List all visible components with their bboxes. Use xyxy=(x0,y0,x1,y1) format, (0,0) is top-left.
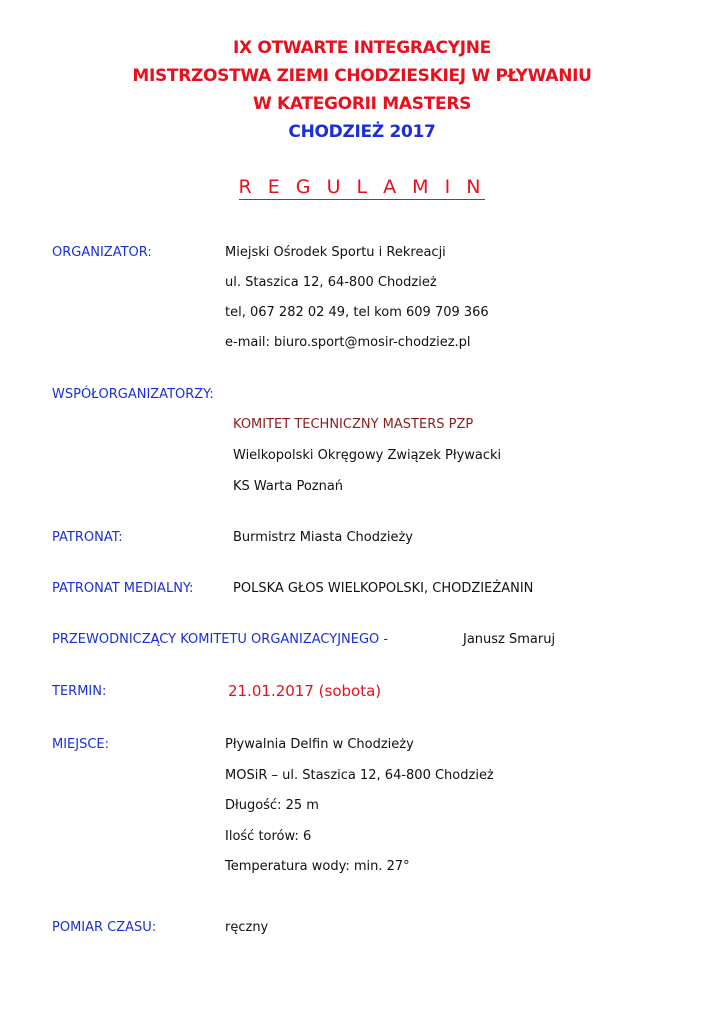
header-line-2: MISTRZOSTWA ZIEMI CHODZIESKIEJ W PŁYWANIU xyxy=(132,66,592,86)
header-line-3: W KATEGORII MASTERS xyxy=(252,94,472,114)
miejsce-line: Temperatura wody: min. 27° xyxy=(225,859,410,874)
header-line-1: IX OTWARTE INTEGRACYJNE xyxy=(232,38,491,58)
patronat-label: PATRONAT: xyxy=(52,530,123,545)
pomiar-czasu-value: ręczny xyxy=(225,920,269,935)
document-title xyxy=(0,175,724,199)
organizator-line: ul. Staszica 12, 64-800 Chodzież xyxy=(225,275,437,290)
organizator-email: e-mail: biuro.sport@mosir-chodziez.pl xyxy=(225,335,471,350)
miejsce-line: Długość: 25 m xyxy=(225,798,319,813)
organizator-line: Miejski Ośrodek Sportu i Rekreacji xyxy=(225,245,446,260)
miejsce-line: Pływalnia Delfin w Chodzieży xyxy=(225,737,414,752)
termin-value: 21.01.2017 (sobota) xyxy=(228,682,382,700)
wspolorganizator-item: KS Warta Poznań xyxy=(233,479,344,494)
miejsce-line: Ilość torów: 6 xyxy=(225,829,312,844)
header-line-4: CHODZIEŻ 2017 xyxy=(288,122,436,142)
organizator-label: ORGANIZATOR: xyxy=(52,245,152,260)
miejsce-line: MOSiR – ul. Staszica 12, 64-800 Chodzież xyxy=(225,768,494,783)
document-title-text: R E G U L A M I N xyxy=(238,176,486,198)
wspolorganizator-item: KOMITET TECHNICZNY MASTERS PZP xyxy=(233,417,474,432)
termin-label: TERMIN: xyxy=(52,684,107,699)
wspolorganizatorzy-label: WSPÓŁORGANIZATORZY: xyxy=(52,387,214,402)
organizator-line: tel, 067 282 02 49, tel kom 609 709 366 xyxy=(225,305,489,320)
patronat-medialny-value: POLSKA GŁOS WIELKOPOLSKI, CHODZIEŻANIN xyxy=(233,581,534,596)
miejsce-label: MIEJSCE: xyxy=(52,737,110,752)
przewodniczacy-value: Janusz Smaruj xyxy=(463,632,556,647)
wspolorganizator-item: Wielkopolski Okręgowy Związek Pływacki xyxy=(233,448,502,463)
przewodniczacy-label: PRZEWODNICZĄCY KOMITETU ORGANIZACYJNEGO - xyxy=(52,632,389,647)
pomiar-czasu-label: POMIAR CZASU: xyxy=(52,920,157,935)
patronat-medialny-label: PATRONAT MEDIALNY: xyxy=(52,581,194,596)
patronat-value: Burmistrz Miasta Chodzieży xyxy=(233,530,413,545)
